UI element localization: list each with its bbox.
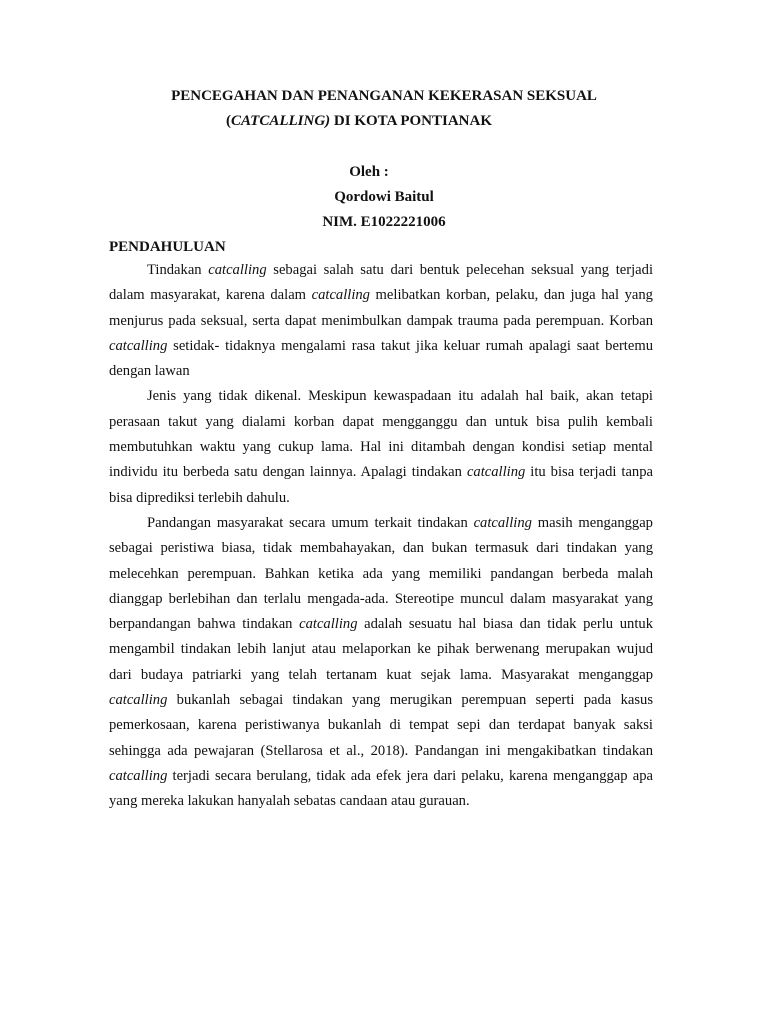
text-run: setidak- tidaknya mengalami rasa takut jika keluar rumah apalagi saat bertemu dengan lawan [109,337,653,380]
text-run: masih menganggap sebagai peristiwa biasa, tidak membahayakan, dan bukan termasuk dari tindakan yang melecehkan perempuan. Bahkan ketika ada yang memiliki pandangan berbeda malah dianggap berlebihan dan terlalu mengada-ada. Stereotipe muncul dalam masyarakat yang berpandangan bahwa tindakan [109,514,653,633]
paragraph-3 [109,511,653,815]
text-run: Pandangan masyarakat secara umum terkait tindakan [147,514,474,531]
text-run: sebagai salah satu dari bentuk pelecehan seksual yang terjadi dalam masyarakat, karena dalam [109,262,654,304]
text-run: Tindakan [147,262,209,278]
paragraph-1 [109,258,653,384]
italic-term: catcalling [109,337,168,354]
text-run: melibatkan korban, pelaku, dan juga hal yang menjurus pada seksual, serta dapat menimbulkan dampak trauma pada perempuan. Korban [109,287,653,329]
text-run: adalah sesuatu hal biasa dan tidak perlu untuk mengambil tindakan lebih lanjut atau melaporkan ke pihak berwenang merupakan wujud dari budaya patriarki yang telah tertanam kuat sejak lama. Masyarakat menganggap [109,616,653,683]
italic-term: catcalling [466,464,526,481]
italic-term: catcalling [109,692,168,709]
body-text [109,258,653,815]
italic-term: catcalling [208,262,267,278]
paragraph-2 [109,384,653,510]
text-run: Jenis yang tidak dikenal. Meskipun kewaspadaan itu adalah hal baik, akan tetapi perasaan takut yang dialami korban dapat mengganggu dan untuk bisa pulih kembali membutuhkan waktu yang cukup lama. Hal ini ditambah dengan kondisi setiap mental individu itu berbeda satu dengan lainnya. Apalagi tindakan [109,388,653,481]
italic-term: catcalling [109,767,168,784]
by-label: Oleh : [349,164,389,180]
italic-term: catcalling [473,514,532,531]
title-italic-term: CATCALLING) [230,113,331,129]
text-run: itu bisa terjadi tanpa bisa diprediksi terlebih dahulu. [109,464,654,506]
title-paren: ( [225,113,231,129]
author-name: Qordowi Baitul [334,189,434,205]
italic-term: catcalling [311,287,370,304]
text-run: terjadi secara berulang, tidak ada efek jera dari pelaku, karena menganggap apa yang mereka lakukan hanyalah sebatas candaan atau gurauan. [109,767,653,810]
student-id: NIM. E1022221006 [322,214,446,230]
text-run: bukanlah sebagai tindakan yang merugikan perempuan seperti pada kasus pemerkosaan, karena peristiwanya bukanlah di tempat sepi dan terdapat banyak saksi sehingga ada pewajaran (Stellarosa et al., 2018). Pandangan ini mengakibatkan tindakan [109,692,653,759]
section-heading: PENDAHULUAN [109,239,226,255]
title-line-2 [0,111,768,131]
title-rest: DI KOTA PONTIANAK [330,113,492,129]
italic-term: catcalling [299,616,358,633]
title-line-1: PENCEGAHAN DAN PENANGANAN KEKERASAN SEKSUAL [171,88,597,104]
